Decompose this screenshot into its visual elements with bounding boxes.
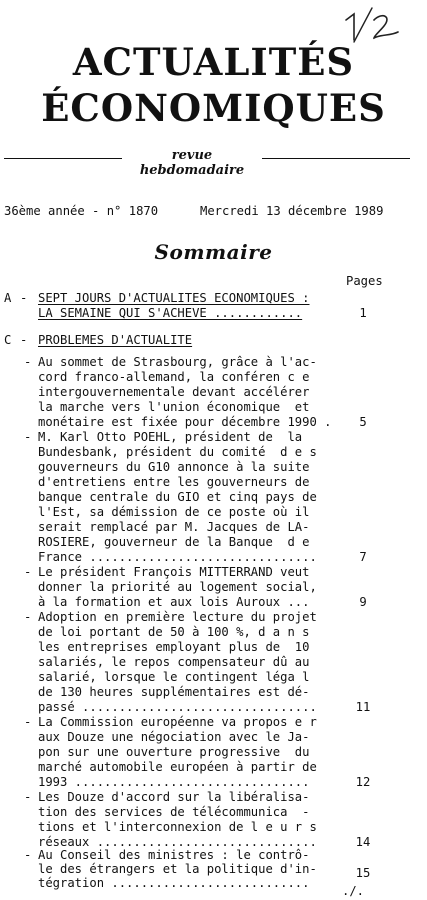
item-line: Adoption en première lecture du projet	[38, 610, 317, 624]
item-dash: -	[24, 790, 32, 804]
page-number: 12	[355, 775, 371, 789]
item-line: banque centrale du GIO et cinq pays de	[38, 490, 317, 504]
issue-date: Mercredi 13 décembre 1989	[200, 204, 384, 218]
page-number: 14	[355, 835, 371, 849]
masthead-subtitle: revue hebdomadaire	[139, 148, 245, 178]
section-dash: -	[20, 333, 28, 347]
item-line: tégration ...........................	[38, 876, 310, 890]
item-line: la marche vers l'union économique et	[38, 400, 310, 414]
page-number: 15	[355, 866, 371, 880]
item-line: aux Douze une négociation avec le Ja-	[38, 730, 310, 744]
sommaire-heading: Sommaire	[154, 240, 273, 264]
pages-column-header: Pages	[346, 274, 383, 288]
item-dash: -	[24, 355, 32, 369]
page-number: 7	[359, 550, 367, 564]
item-line: monétaire est fixée pour décembre 1990 .	[38, 415, 332, 429]
item-line: le des étrangers et la politique d'in-	[38, 862, 317, 876]
item-line: de loi portant de 50 à 100 %, d a n s	[38, 625, 310, 639]
section-heading-line: PROBLEMES D'ACTUALITE	[38, 333, 193, 347]
item-line: France ...............................	[38, 550, 317, 564]
item-line: à la formation et aux lois Auroux ...	[38, 595, 310, 609]
item-dash: -	[24, 610, 32, 624]
item-line: d'entretiens entre les gouverneurs de	[38, 475, 310, 489]
page-number: 5	[359, 415, 367, 429]
item-dash: -	[24, 848, 32, 862]
item-line: de 130 heures supplémentaires est dé-	[38, 685, 310, 699]
item-line: tions et l'interconnexion de l e u r s	[38, 820, 317, 834]
item-line: tion des services de télécommunica -	[38, 805, 310, 819]
section-heading-line: SEPT JOURS D'ACTUALITES ECONOMIQUES :	[38, 291, 310, 305]
item-line: donner la priorité au logement social,	[38, 580, 317, 594]
section-heading-line: LA SEMAINE QUI S'ACHEVE ............	[38, 306, 303, 320]
item-line: M. Karl Otto POEHL, président de la	[38, 430, 303, 444]
item-line: Au sommet de Strasbourg, grâce à l'ac-	[38, 355, 317, 369]
page-number: 1	[359, 306, 367, 320]
item-line: La Commission européenne va propos e r	[38, 715, 317, 729]
item-dash: -	[24, 430, 32, 444]
item-line: ROSIERE, gouverneur de la Banque d e	[38, 535, 310, 549]
page-number: 11	[355, 700, 371, 714]
item-line: intergouvernementale devant accélérer	[38, 385, 310, 399]
issue-number: 36ème année - n° 1870	[4, 204, 159, 218]
masthead-rule-left	[4, 158, 122, 159]
item-line: 1993 ................................	[38, 775, 310, 789]
masthead-rule-right	[262, 158, 410, 159]
item-line: Le président François MITTERRAND veut	[38, 565, 310, 579]
item-line: pon sur une ouverture progressive du	[38, 745, 310, 759]
masthead-title-line2: ÉCONOMIQUES	[41, 86, 386, 130]
section-dash: -	[20, 291, 28, 305]
item-line: l'Est, sa démission de ce poste où il	[38, 505, 310, 519]
item-line: salarié, lorsque le contingent léga l	[38, 670, 310, 684]
item-line: Bundesbank, président du comité d e s	[38, 445, 317, 459]
item-dash: -	[24, 565, 32, 579]
item-line: cord franco-allemand, la conféren c e	[38, 370, 310, 384]
page-number: 9	[359, 595, 367, 609]
item-line: réseaux ..............................	[38, 835, 317, 849]
item-line: serait remplacé par M. Jacques de LA-	[38, 520, 310, 534]
item-line: gouverneurs du G10 annonce à la suite	[38, 460, 310, 474]
item-line: Les Douze d'accord sur la libéralisa-	[38, 790, 310, 804]
item-line: passé ................................	[38, 700, 317, 714]
section-letter: C	[4, 333, 12, 347]
item-line: les entreprises employant plus de 10	[38, 640, 310, 654]
item-line: Au Conseil des ministres : le contrô-	[38, 848, 310, 862]
item-line: salariés, le repos compensateur dû au	[38, 655, 310, 669]
item-line: marché automobile européen à partir de	[38, 760, 317, 774]
item-dash: -	[24, 715, 32, 729]
masthead-title-line1: ACTUALITÉS	[72, 40, 355, 84]
section-letter: A	[4, 291, 12, 305]
continuation-mark: ./.	[342, 884, 365, 898]
